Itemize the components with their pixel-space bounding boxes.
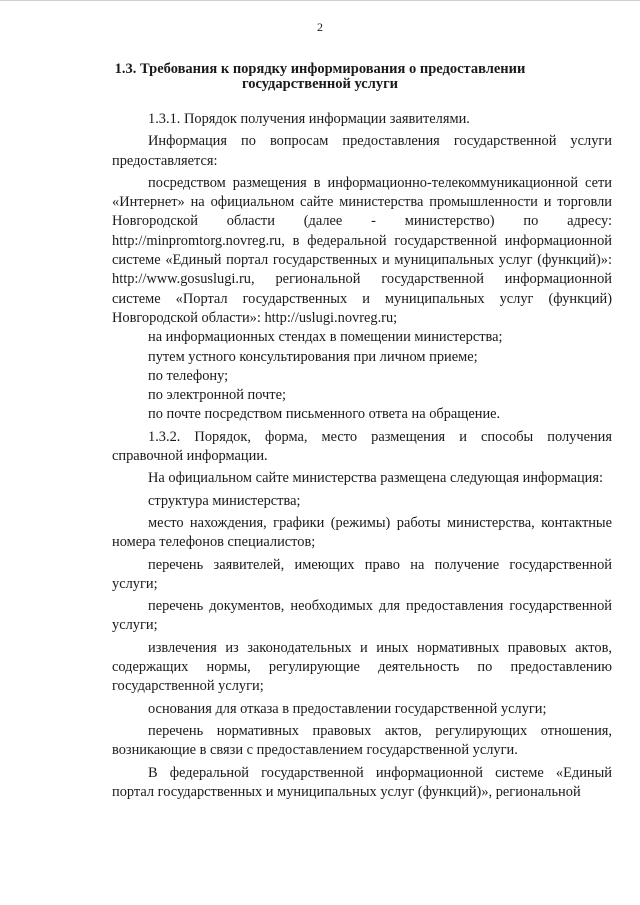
paragraph: перечень нормативных правовых актов, регулирующих отношения, возникающие в связи с предоставлением государственной услуги. bbox=[112, 722, 612, 759]
page-number: 2 bbox=[317, 20, 323, 34]
paragraph: по почте посредством письменного ответа на обращение. bbox=[148, 406, 501, 423]
section-title bbox=[100, 62, 540, 92]
document-body bbox=[112, 110, 612, 802]
paragraph: путем устного консультирования при личном приеме; bbox=[148, 348, 478, 365]
paragraph: структура министерства; bbox=[148, 492, 301, 509]
paragraph: основания для отказа в предоставлении государственной услуги; bbox=[148, 700, 547, 717]
paragraph: извлечения из законодательных и иных нормативных правовых актов, содержащих нормы, регулирующие деятельность по предоставлению государственной услуги; bbox=[112, 639, 612, 695]
paragraph: место нахождения, графики (режимы) работы министерства, контактные номера телефонов специалистов; bbox=[112, 514, 612, 551]
paragraph: 1.3.1. Порядок получения информации заявителями. bbox=[148, 111, 470, 127]
paragraph: по телефону; bbox=[148, 367, 229, 384]
paragraph: В федеральной государственной информационной системе «Единый портал государственных и муниципальных услуг (функций)», региональной bbox=[112, 764, 612, 800]
paragraph: на информационных стендах в помещении министерства; bbox=[148, 329, 503, 346]
paragraph: перечень документов, необходимых для предоставления государственной услуги; bbox=[112, 598, 612, 634]
section-title-line-2: государственной услуги bbox=[241, 76, 399, 92]
paragraph: На официальном сайте министерства размещена следующая информация: bbox=[148, 470, 603, 487]
paragraph: посредством размещения в информационно-телекоммуникационной сети «Интернет» на официальном сайте министерства промышленности и торговли Новгородской области (далее - министерство) по адресу: http://minpromtorg.novreg.ru, в федеральной государственной информационной системе «Единый портал государственных и муниципальных услуг (функций)»: http://www.gosuslugi.ru, региональной государственной информационной системе «Портал государственных и муниципальных услуг (функций) Новгородской области»: http://uslugi.novreg.ru; bbox=[112, 174, 612, 326]
paragraph: по электронной почте; bbox=[148, 387, 286, 404]
section-title-line-1: 1.3. Требования к порядку информирования о предоставлении bbox=[114, 61, 526, 77]
paragraph: 1.3.2. Порядок, форма, место размещения и способы получения справочной информации. bbox=[112, 428, 612, 465]
scan-edge-line bbox=[0, 0, 640, 1]
paragraph: перечень заявителей, имеющих право на получение государственной услуги; bbox=[112, 556, 612, 592]
paragraph: Информация по вопросам предоставления государственной услуги предоставляется: bbox=[112, 133, 612, 169]
